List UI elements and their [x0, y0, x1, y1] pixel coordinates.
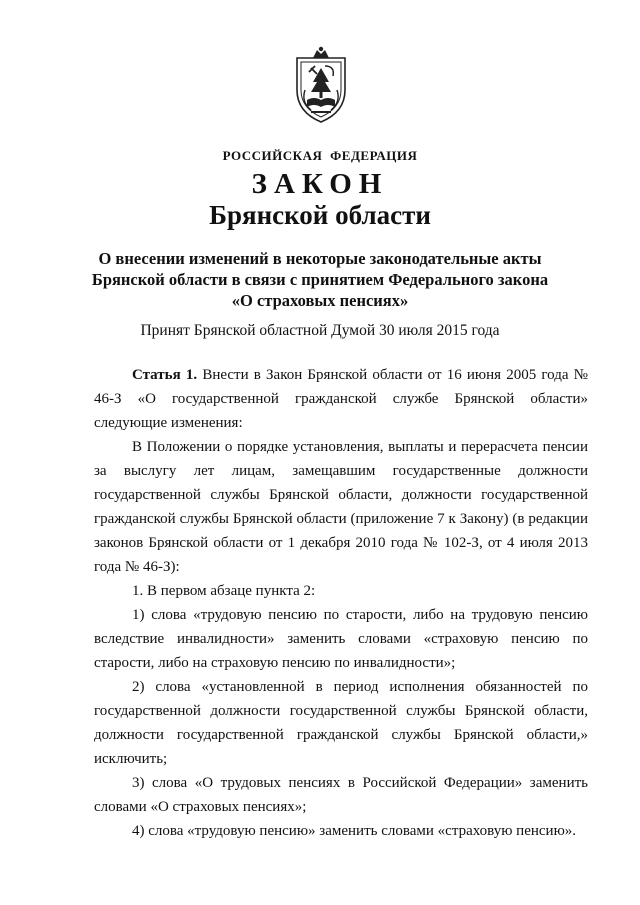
article-subitem: 1) слова «трудовую пенсию по старости, либо на трудовую пенсию вследствие инвалидности» заменить словами «страховую пенсию по старости, либо на страховую пенсию по инвалидности»;	[94, 607, 588, 671]
subject-line: О внесении изменений в некоторые законодательные акты	[98, 249, 542, 268]
law-subject	[0, 248, 640, 311]
document-type-title: ЗАКОН	[251, 168, 389, 200]
article-paragraph: В Положении о порядке установления, выплаты и перерасчета пенсии за выслугу лет лицам, замещавшим государственные должности государственной службы Брянской области, должности государственной гражданской службы Брянской области (приложение 7 к Закону) (в редакции законов Брянской области от 1 декабря 2010 года № 102-З, от 4 июля 2013 года № 46-З):	[94, 439, 588, 575]
article-heading: Статья 1.	[132, 367, 198, 383]
country-heading: РОССИЙСКАЯ ФЕДЕРАЦИЯ	[222, 148, 418, 163]
region-title: Брянской области	[209, 200, 431, 230]
article-subitem: 4) слова «трудовую пенсию» заменить словами «страховую пенсию».	[132, 823, 577, 839]
subject-line: «О страховых пенсиях»	[231, 291, 409, 310]
law-body	[94, 363, 588, 843]
adoption-line: Принят Брянской областной Думой 30 июля 2015 года	[140, 322, 500, 339]
subject-line: Брянской области в связи с принятием Федерального закона	[91, 270, 549, 289]
article-subitem: 3) слова «О трудовых пенсиях в Российской Федерации» заменить словами «О страховых пенсиях»;	[94, 775, 588, 815]
coat-of-arms-icon	[291, 44, 351, 126]
article-intro-text: Внести в Закон Брянской области от 16 июня 2005 года № 46-З «О государственной гражданской службе Брянской области» следующие изменения:	[94, 367, 588, 431]
article-intro	[94, 363, 588, 435]
article-subitem: 2) слова «установленной в период исполнения обязанностей по государственной должности государственной службы Брянской области, должности государственной гражданской службы Брянской области,» исключить;	[94, 679, 588, 767]
article-item: 1. В первом абзаце пункта 2:	[132, 583, 316, 599]
